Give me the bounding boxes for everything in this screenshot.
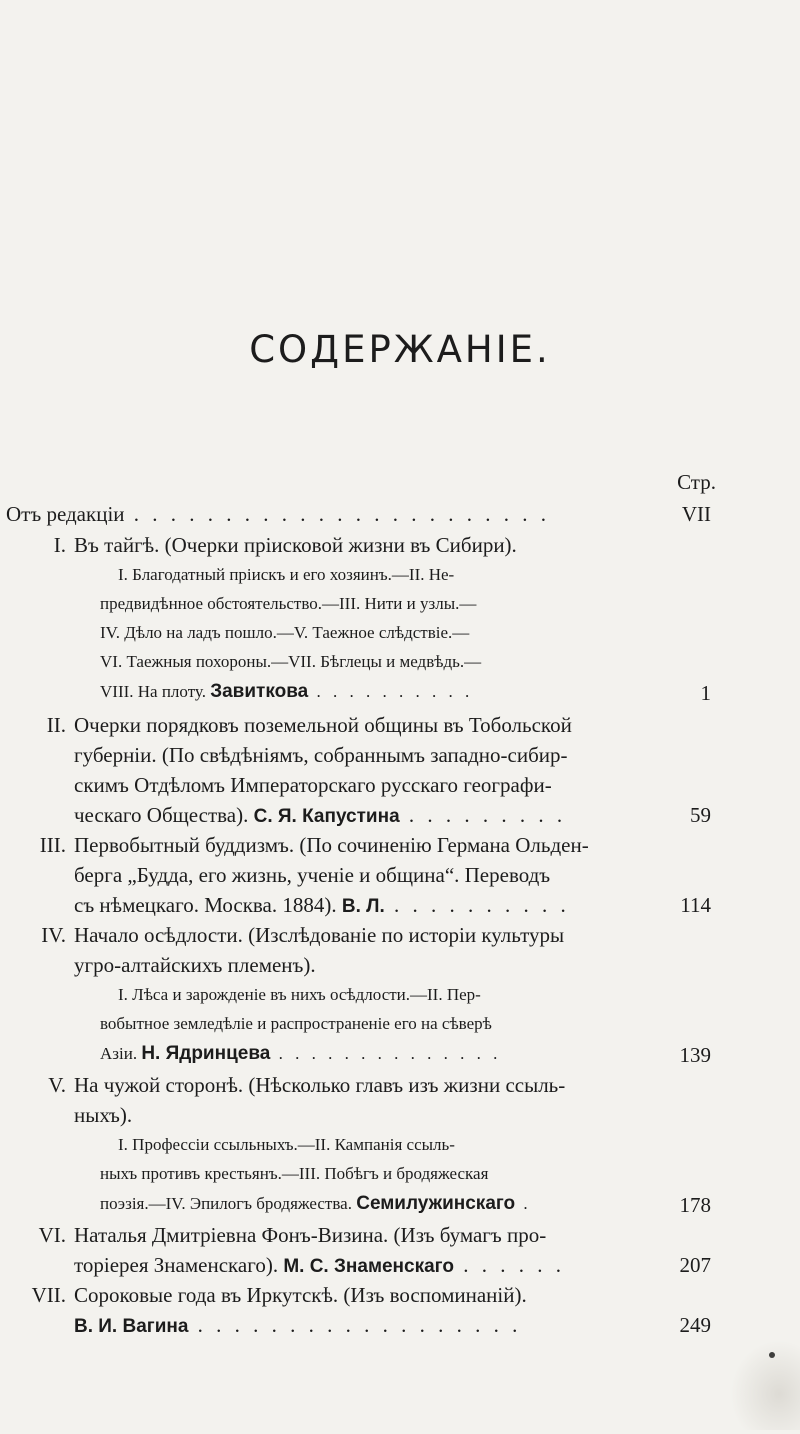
toc-line [74,1253,565,1283]
toc-line [74,533,517,563]
section-number: VI. [38,1223,66,1247]
toc-line [100,652,481,682]
toc-entry-text: скимъ Отдѣломъ Императорскаго русскаго геогрaфи- [74,773,552,797]
toc-page-number: 114 [680,893,711,917]
toc-line [74,893,570,923]
toc-entry-text: VIII. На плоту. [100,682,211,701]
toc-entry-text: Азіи. [100,1044,142,1063]
toc-entry-text: вобытное земледѣліе и распространеніе его на сѣверѣ [100,1014,492,1033]
toc-entry-text: VI. Таежныя похороны.—VII. Бѣглецы и медвѣдь.— [100,652,482,671]
toc-entry-text: Начало осѣдлости. (Изслѣдованіе по исторіи культуры [74,923,565,947]
toc-page-number: 59 [690,803,711,827]
section-number: V. [48,1073,66,1097]
toc-line [74,1103,132,1133]
toc-line [100,1164,488,1194]
toc-entry-text: Первобытный буддизмъ. (По сочиненію Германа Ольден- [74,833,589,857]
toc-author: Н. Ядринцева [141,1043,271,1064]
toc-line [74,953,316,983]
toc-line [74,1073,565,1103]
toc-leader-dots: . . . . . . . . . . [308,682,474,701]
toc-page-number: 1 [700,681,711,705]
toc-entry-text: Сороковые года въ Иркутскѣ. (Изъ воспоминаній). [74,1283,527,1307]
toc-entry-text: На чужой сторонѣ. (Нѣсколько главъ изъ жизни ссыль- [74,1073,566,1097]
toc-leader-dots: . . . . . . . . . . . . . . [270,1044,502,1063]
toc-author: С. Я. Капустина [253,806,400,827]
toc-line [118,985,481,1015]
toc-entry-text: IV. Дѣло на ладъ пошло.—V. Таежное слѣдствіе.— [100,623,470,642]
toc-entry-text: губерніи. (По свѣдѣніямъ, собраннымъ западно-сибир- [74,743,568,767]
toc-entry-text: поэзія.—IV. Эпилогъ бродяжества. [100,1194,357,1213]
toc-author: Семилужинскаго [356,1193,516,1214]
toc-line [74,743,568,773]
toc-page-number: 139 [679,1043,711,1067]
toc-leader-dots: . . . . . . . . . [399,803,567,827]
toc-entry-text: съ нѣмецкаго. Москва. 1884). [74,893,342,917]
toc-line [100,1014,492,1044]
toc-page-number: VII [681,502,711,526]
toc-page-number: 207 [679,1253,711,1277]
page-column-header: Стр. [677,470,716,494]
toc-page-number: 178 [679,1193,711,1217]
toc-author: М. С. Знаменскаго [283,1256,454,1277]
toc-entry-text: берга „Будда, его жизнь, ученіе и община“. Переводъ [74,863,551,887]
toc-entry-text: I. Лѣса и зарожденіе въ нихъ осѣдлости.—II. Пер- [118,985,481,1004]
toc-leader-dots: . [515,1194,532,1213]
toc-line [74,773,552,803]
toc-line [74,1223,546,1253]
section-number: II. [46,713,66,737]
toc-entry-text: I. Благодатный пріискъ и его хозяинъ.—II. Не- [118,565,455,584]
page-title: СОДЕРЖАНІЕ. [249,328,551,371]
toc-entry-text: Въ тайгѣ. (Очерки пріисковой жизни въ Сибири). [74,533,517,557]
toc-line [100,1193,532,1223]
toc-author: В. И. Вагина [74,1316,189,1337]
toc-line [100,1043,501,1073]
toc-line [118,565,454,595]
section-number: IV. [41,923,66,947]
toc-entry-text: ческаго Общества). [74,803,254,827]
toc-line [100,594,476,624]
toc-entry-text: торіерея Знаменскаго). [74,1253,284,1277]
section-number: VII. [31,1283,66,1307]
toc-leader-dots: . . . . . . [453,1253,565,1277]
toc-line [74,923,564,953]
toc-entry-text: предвидѣнное обстоятельство.—III. Нити и узлы.— [100,594,477,613]
toc-leader-dots: . . . . . . . . . . . . . . . . . . . . . . . [124,502,551,526]
toc-line [100,681,473,711]
toc-entry-text: I. Профессіи ссыльныхъ.—II. Кампанія ссыль- [118,1135,455,1154]
toc-entry-text: ныхъ противъ крестьянъ.—III. Побѣгъ и бродяжеская [100,1164,489,1183]
toc-entry-text: Очерки порядковъ поземельной общины въ Тобольской [74,713,572,737]
toc-page-number: 249 [679,1313,711,1337]
toc-line [74,1313,521,1343]
toc-line [6,502,550,532]
toc-entry-text: Наталья Дмитріевна Фонъ-Визина. (Изъ бумагъ про- [74,1223,547,1247]
toc-leader-dots: . . . . . . . . . . [384,893,570,917]
toc-leader-dots: . . . . . . . . . . . . . . . . . . [188,1313,522,1337]
section-number: III. [39,833,66,857]
toc-author: В. Л. [341,896,385,917]
section-number: I. [53,533,66,557]
toc-line [74,803,566,833]
toc-entry-text: ныхъ). [74,1103,133,1127]
toc-entry-text: угро-алтайскихъ племенъ). [74,953,316,977]
toc-line [74,863,550,893]
toc-entry-text: Отъ редакціи [6,502,125,526]
toc-author: Завиткова [210,681,309,702]
toc-line [100,623,469,653]
paper-stain [730,1340,800,1430]
toc-line [74,713,572,743]
toc-line [118,1135,455,1165]
toc-line [74,833,589,863]
toc-line [74,1283,527,1313]
